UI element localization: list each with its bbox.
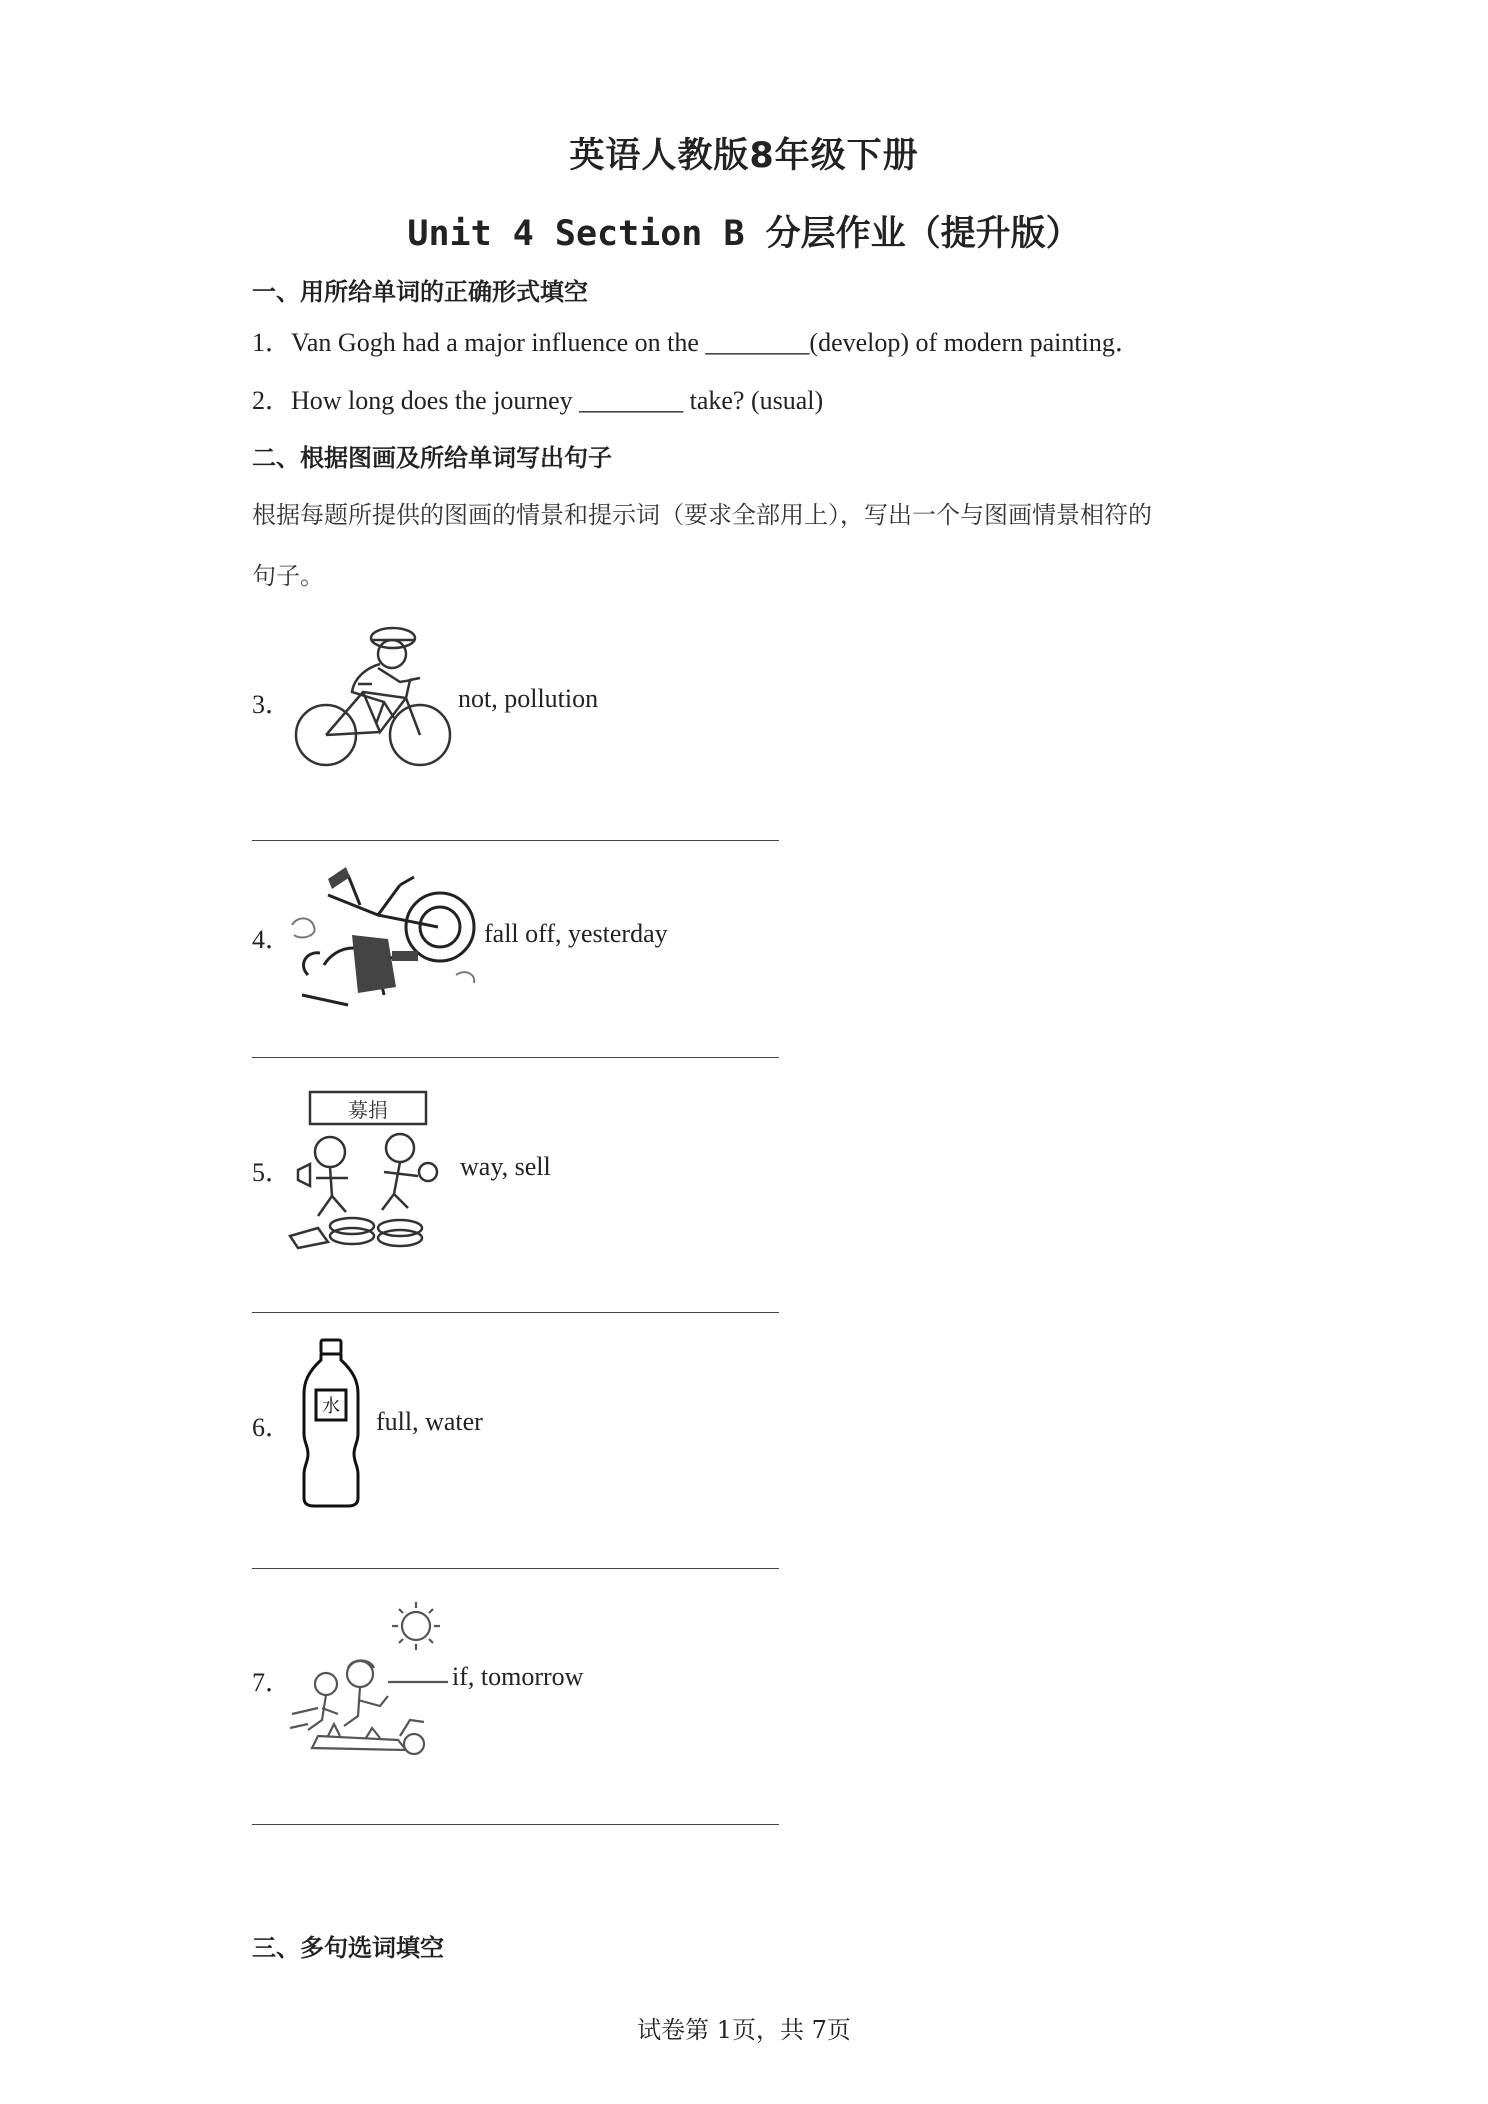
fundraising-icon [288,1086,468,1248]
section-3-heading: 三、多句选词填空 [252,1934,444,1962]
water-bottle-icon [300,1338,362,1508]
item-5-hint: way, sell [460,1152,551,1181]
section-2-heading: 二、根据图画及所给单词写出句子 [252,444,612,472]
item-7-answer-line [252,1824,779,1825]
item-7-hint: if, tomorrow [452,1662,584,1691]
item-5-number: 5． [252,1158,292,1187]
item-4-answer-line [252,1057,779,1058]
section-2-instruction-line2: 句子。 [252,562,324,590]
page-footer: 试卷第 1页，共 7页 [637,2016,851,2044]
item-4-hint: fall off, yesterday [484,919,668,948]
page-subtitle: Unit 4 Section B 分层作业（提升版） [407,214,1081,254]
item-7-number: 7． [252,1668,292,1697]
item-3-answer-line [252,840,779,841]
bike-fall-icon [288,855,484,1011]
cyclist-icon [288,620,458,770]
question-1: 1．Van Gogh had a major influence on the ________(develop) of modern painting． [252,328,1141,357]
section-2-instruction-line1: 根据每题所提供的图画的情景和提示词（要求全部用上），写出一个与图画情景相符的 [252,501,1152,529]
item-6-answer-line [252,1568,779,1569]
item-6-number: 6． [252,1413,292,1442]
item-4-number: 4． [252,925,292,954]
picnic-sun-icon [288,1596,458,1764]
item-3-hint: not, pollution [458,684,599,713]
question-2: 2．How long does the journey ________ take? (usual) [252,386,824,415]
page-title: 英语人教版8年级下册 [569,136,919,176]
water-bottle-label: 水 [322,1396,340,1417]
item-5-answer-line [252,1312,779,1313]
item-6-hint: full, water [376,1407,483,1436]
item-3-number: 3． [252,690,292,719]
fundraising-sign-text: 募捐 [348,1098,388,1122]
section-1-heading: 一、用所给单词的正确形式填空 [252,278,588,306]
